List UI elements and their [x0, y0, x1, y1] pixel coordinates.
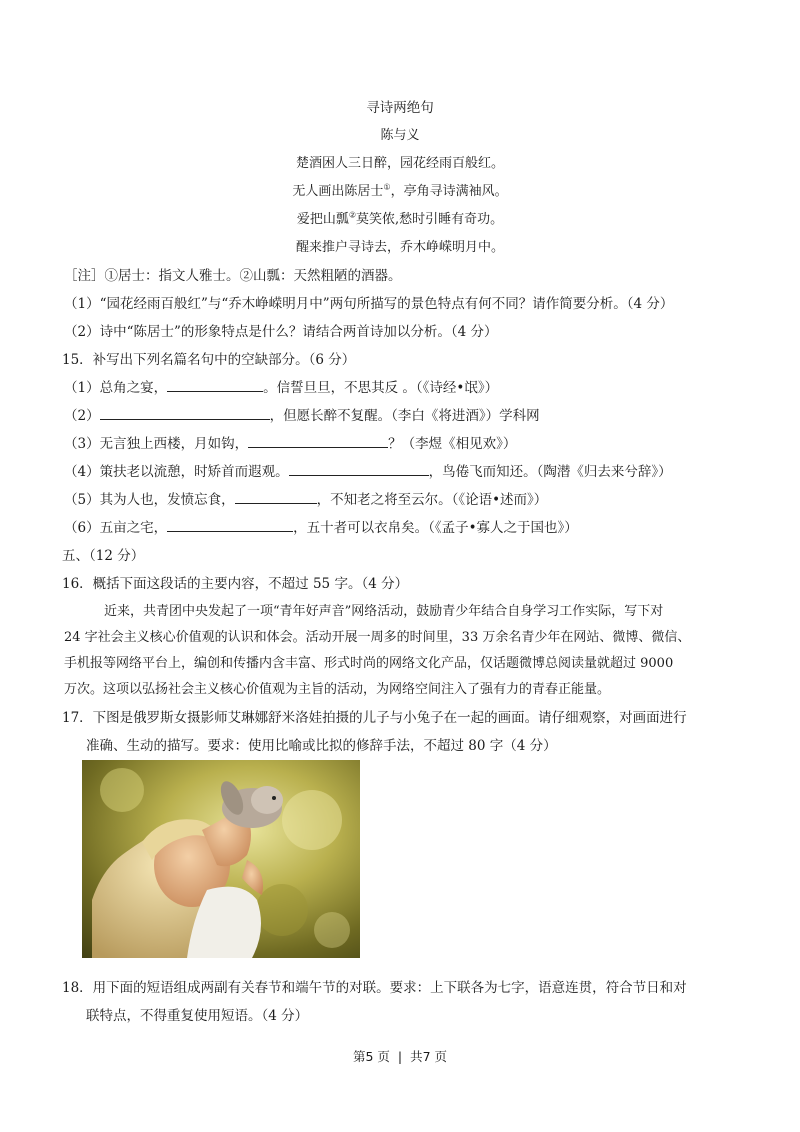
q17-line-1: 17．下图是俄罗斯女摄影师艾琳娜舒米洛娃拍摄的儿子与小兔子在一起的画面。请仔细观察，对画面进行	[62, 710, 687, 726]
answer-blank[interactable]	[289, 461, 429, 476]
answer-blank[interactable]	[167, 517, 293, 532]
q15-item-1: （1）总角之宴， 。信誓旦旦，不思其反 。（《诗经•氓》）	[64, 376, 744, 396]
answer-blank[interactable]	[100, 405, 270, 420]
poem-line-2: 无人画出陈居士①，亭角寻诗满袖风。	[292, 182, 508, 199]
q18-line-1: 18．用下面的短语组成两副有关春节和端午节的对联。要求：上下联各为七字，语意连贯，符合节日和对	[62, 980, 687, 996]
q17-line-2: 准确、生动的描写。要求：使用比喻或比拟的修辞手法，不超过 80 字（4 分）	[86, 738, 557, 754]
q15-item-6: （6）五亩之宅， ，五十者可以衣帛矣。（《孟子•寡人之于国也》）	[64, 516, 744, 536]
poem-author: 陈与义	[380, 128, 420, 143]
q15-heading: 15．补写出下列名篇名句中的空缺部分。（6 分）	[62, 352, 356, 368]
total-pages: 共7 页	[410, 1049, 448, 1064]
q16-para-line-3: 手机报等网络平台上，编创和传播内含丰富、形式时尚的网络文化产品，仅话题微博总阅读量就超过 9000	[64, 656, 674, 671]
poem-line-4: 醒来推户寻诗去，乔木峥嵘明月中。	[295, 240, 504, 255]
q15-item-3: （3）无言独上西楼，月如钩， ？（李煜《相见欢》）	[64, 432, 744, 452]
q16-para-line-4: 万次。这项以弘扬社会主义核心价值观为主旨的活动，为网络空间注入了强有力的青春正能量。	[64, 682, 611, 697]
q16-para-line-1: 近来，共青团中央发起了一项“青年好声音”网络活动，鼓励青少年结合自身学习工作实际，写下对	[104, 604, 664, 619]
poem-annotation: ［注］①居士：指文人雅士。②山瓢：天然粗陋的酒器。	[64, 268, 402, 284]
footer-separator: |	[397, 1049, 403, 1064]
q16-para-line-2: 24 字社会主义核心价值观的认识和体会。活动开展一周多的时间里，33 万余名青少年在网站、微博、微信、	[64, 630, 691, 645]
poem-line-3: 爱把山瓢②莫笑侬,愁时引睡有奇功。	[296, 210, 504, 227]
answer-blank[interactable]	[248, 433, 388, 448]
q15-item-4: （4）策扶老以流憩，时矫首而遐观。 ，鸟倦飞而知还。（陶潜《归去来兮辞》）	[64, 460, 744, 480]
section-five-heading: 五、（12 分）	[62, 548, 145, 564]
poem-title: 寻诗两绝句	[366, 100, 434, 116]
answer-blank[interactable]	[167, 377, 263, 392]
poem-line-1: 楚酒困人三日醉，园花经雨百般红。	[295, 156, 504, 171]
page-number: 第5 页	[352, 1049, 390, 1064]
q15-item-5: （5）其为人也，发愤忘食， ，不知老之将至云尔。（《论语•述而》）	[64, 488, 744, 508]
q16-heading: 16．概括下面这段话的主要内容，不超过 55 字。（4 分）	[62, 576, 409, 592]
page-footer	[0, 1047, 800, 1065]
q18-line-2: 联特点，不得重复使用短语。（4 分）	[86, 1008, 309, 1024]
answer-blank[interactable]	[235, 489, 317, 504]
q14-part2: （2）诗中“陈居士”的形象特点是什么？请结合两首诗加以分析。（4 分）	[64, 324, 498, 340]
q14-part1: （1）“园花经雨百般红”与“乔木峥嵘明月中”两句所描写的景色特点有何不同？请作简要分析。（4 分）	[64, 296, 674, 312]
q15-item-2: （2） ，但愿长醉不复醒。（李白《将进酒》）学科网	[64, 404, 744, 424]
boy-with-rabbit-photo	[82, 760, 360, 958]
